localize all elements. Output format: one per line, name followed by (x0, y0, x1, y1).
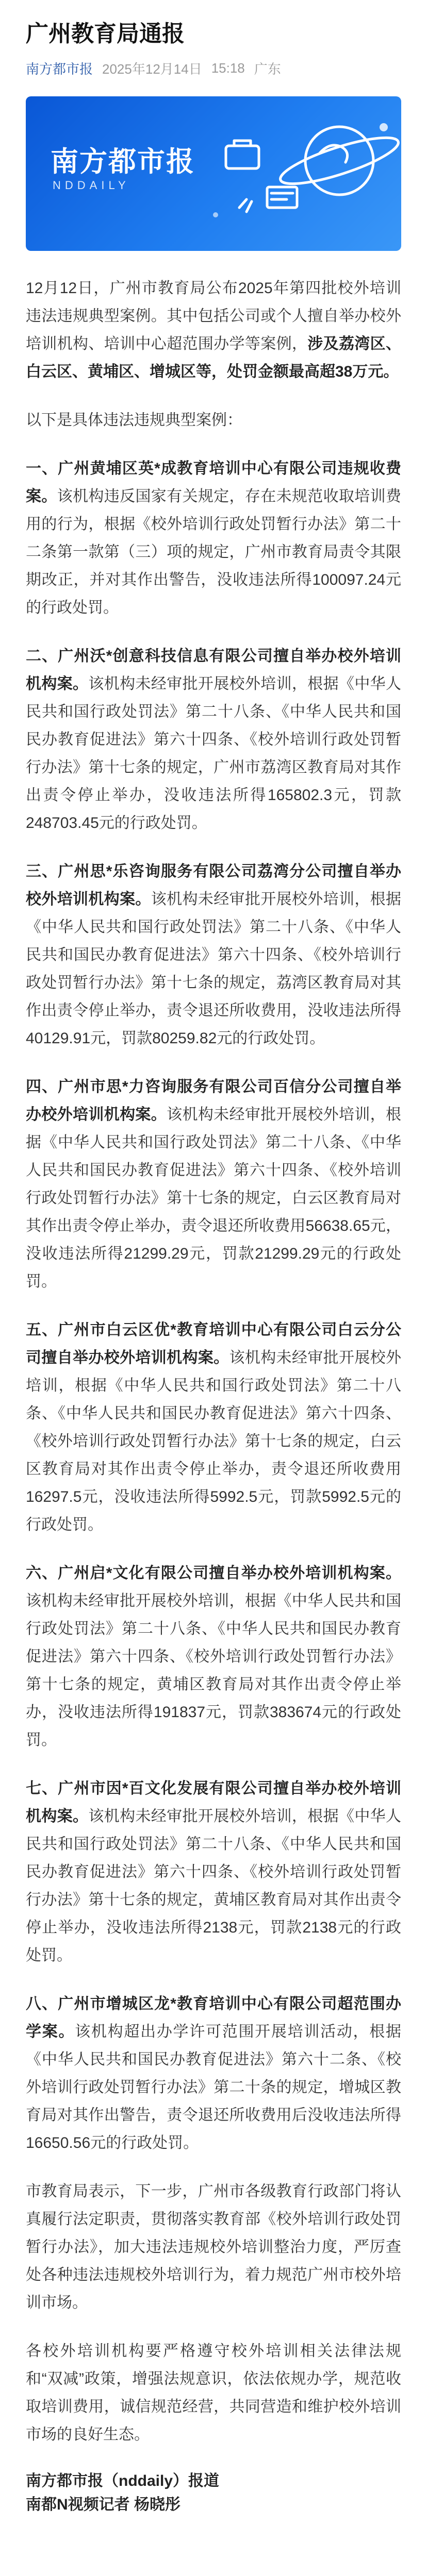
case-title: 二、广州沃*创意科技信息有限公司擅自举办校外培训机构案。 (26, 648, 401, 692)
case-text: 该机构违反国家有关规定，存在未规范收取培训费用的行为，根据《校外培训行政处罚暂行办法》第二十二条第一款第（三）项的规定，广州市教育局责令其限期改正，并对其作出警告，没收违法所得100097.24元的行政处罚。 (26, 488, 402, 616)
case-text: 该机构未经审批开展校外培训，根据《中华人民共和国行政处罚法》第二十八条、《中华人民共和国民办教育促进法》第六十四条、《校外培训行政处罚暂行办法》第十七条的规定，广州市荔湾区教育局对其作出责令停止举办，没收违法所得165802.3元，罚款248703.45元的行政处罚。 (26, 675, 402, 832)
case-title: 七、广州市因*百文化发展有限公司擅自举办校外培训机构案。 (26, 1780, 401, 1825)
brand-banner (26, 96, 401, 251)
case-text: 该机构未经审批开展校外培训，根据《中华人民共和国行政处罚法》第二十八条、《中华人民共和国民办教育促进法》第六十四条、《校外培训行政处罚暂行办法》第十七条的规定，白云区教育局对其作出责令停止举办，责令退还所收费用56638.65元，没收违法所得21299.29元，罚款21299.29元的行政处罚。 (26, 1106, 402, 1290)
case-paragraph (26, 858, 401, 1053)
page-title: 广州教育局通报 (26, 21, 185, 46)
banner-brand: 南方都市报 (51, 146, 195, 177)
case-text: 该机构未经审批开展校外培训，根据《中华人民共和国行政处罚法》第二十八条、《中华人民共和国民办教育促进法》第六十四条、《校外培训行政处罚暂行办法》第十七条的规定，黄埔区教育局对其作出责令停止举办，没收违法所得2138元，罚款2138元的行政处罚。 (26, 1808, 402, 1964)
reporter-byline: 南都N视频记者 杨晓彤 (26, 2496, 180, 2513)
intro-highlight: 涉及荔湾区、白云区、黄埔区、增城区等，处罚金额最高超38万元。 (26, 335, 402, 380)
case-title: 八、广州市增城区龙*教育培训中心有限公司超范围办学案。 (26, 1995, 401, 2040)
case-paragraph (26, 1990, 401, 2157)
case-title: 六、广州启*文化有限公司擅自举办校外培训机构案。 (26, 1565, 401, 1582)
case-title: 五、广州市白云区优*教育培训中心有限公司白云分公司擅自举办校外培训机构案。 (26, 1321, 401, 1366)
source-link[interactable]: 南方都市报 (26, 61, 93, 77)
list-intro: 以下是具体违法违规典型案例： (26, 412, 242, 429)
closing-paragraph: 各校外培训机构要严格遵守校外培训相关法律法规和“双减”政策，增强法规意识，依法依规办学，规范收取培训费用，诚信规范经营，共同营造和维护校外培训市场的良好生态。 (26, 2343, 401, 2443)
intro-text: 12月12日，广州市教育局公布2025年第四批校外培训违法违规典型案例。其中包括公司或个人擅自举办校外培训机构、培训中心超范围办学等案例， (26, 280, 401, 352)
case-text: 该机构未经审批开展校外培训，根据《中华人民共和国行政处罚法》第二十八条、《中华人民共和国民办教育促进法》第六十四条、《校外培训行政处罚暂行办法》第十七条的规定，黄埔区教育局对其作出责令停止举办，没收违法所得191837元，罚款383674元的行政处罚。 (26, 1592, 401, 1749)
report-source: 南方都市报（nddaily）报道 (26, 2472, 220, 2489)
article-meta (26, 59, 401, 78)
case-text: 该机构未经审批开展校外培训，根据《中华人民共和国行政处罚法》第二十八条、《中华人民共和国民办教育促进法》第六十四条、《校外培训行政处罚暂行办法》第十七条的规定，荔湾区教育局对其作出责令停止举办，责令退还所收费用，没收违法所得40129.91元，罚款80259.82元的行政处罚。 (26, 891, 402, 1047)
case-title: 一、广州黄埔区英*成教育培训中心有限公司违规收费案。 (26, 460, 401, 505)
case-paragraph (26, 1560, 401, 1754)
case-paragraph (26, 455, 401, 622)
case-paragraph (26, 1316, 401, 1539)
case-paragraph (26, 642, 401, 837)
case-paragraph (26, 1775, 401, 1970)
intro-paragraph (26, 275, 401, 386)
banner-subtitle: NDDAILY (53, 179, 130, 192)
banner-decoration-icon (185, 96, 401, 251)
closing-paragraph: 市教育局表示，下一步，广州市各级教育行政部门将认真履行法定职责，贯彻落实教育部《校外培训行政处罚暂行办法》，加大违法违规校外培训整治力度，严厉查处各种违法违规校外培训行为，着力规范广州市校外培训市场。 (26, 2183, 401, 2311)
case-title: 三、广州思*乐咨询服务有限公司荔湾分公司擅自举办校外培训机构案。 (26, 863, 401, 908)
region-label: 广东 (254, 61, 281, 77)
publish-time: 15:18 (211, 60, 245, 76)
case-paragraph (26, 1073, 401, 1296)
case-text: 该机构超出办学许可范围开展培训活动，根据《中华人民共和国民办教育促进法》第六十二条、《校外培训行政处罚暂行办法》第二十条的规定，增城区教育局对其作出警告，责令退还所收费用后没收违法所得16650.56元的行政处罚。 (26, 2023, 402, 2151)
case-text: 该机构未经审批开展校外培训，根据《中华人民共和国行政处罚法》第二十八条、《中华人民共和国民办教育促进法》第六十四条、《校外培训行政处罚暂行办法》第十七条的规定，白云区教育局对其作出责令停止举办，责令退还所收费用16297.5元，没收违法所得5992.5元，罚款5992.5元的行政处罚。 (26, 1349, 402, 1533)
publish-date: 2025年12月14日 (102, 61, 202, 77)
article-body (26, 275, 401, 2517)
case-title: 四、广州市思*力咨询服务有限公司百信分公司擅自举办校外培训机构案。 (26, 1078, 401, 1123)
